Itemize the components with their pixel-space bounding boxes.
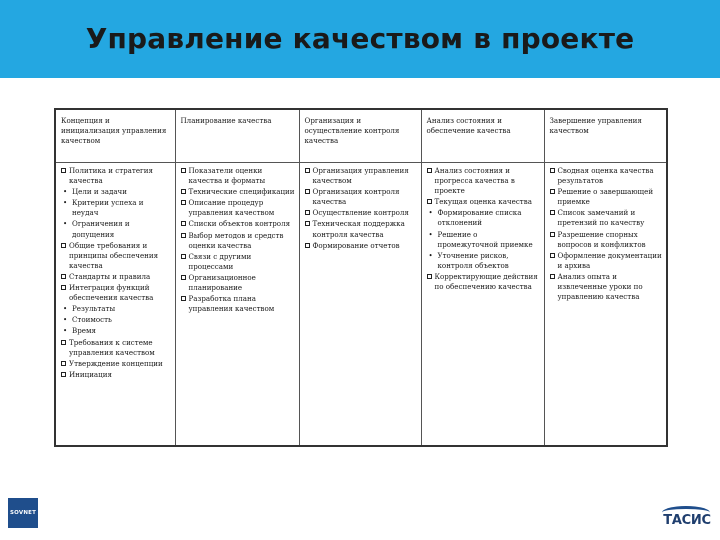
list-item-text: Описание процедур управления качеством [188, 198, 275, 218]
list-item-text: Выбор методов и средств оценки качества [188, 230, 284, 250]
list-item-text: Анализ состояния и прогресса качества в проекте [434, 166, 515, 196]
list-item [181, 231, 295, 251]
list-item [427, 272, 540, 292]
bullet-icon: • [63, 187, 68, 197]
list-item-text: Организация управления качеством [312, 166, 409, 186]
checkbox-square-icon [181, 296, 186, 301]
list-item-text: Анализ опыта и извлеченные уроки по управлению качества [557, 271, 643, 302]
list-item-text: Технические спецификации [188, 187, 295, 197]
bullet-icon: • [428, 229, 433, 239]
list-item-text: Организационное планирование [188, 272, 256, 293]
list-item-text: Сводная оценка качества результатов [557, 166, 654, 186]
checkbox-square-icon [427, 168, 432, 173]
list-item [181, 166, 295, 186]
list-item [305, 219, 417, 239]
checkbox-square-icon [61, 340, 66, 345]
list-item [61, 283, 171, 303]
checkbox-square-icon [550, 253, 555, 258]
list-item [61, 187, 171, 197]
list-item-text: Решение о завершающей приемке [557, 187, 654, 207]
list-item [61, 359, 171, 369]
column-cell [299, 163, 421, 447]
list-item-text: Техническая поддержка контроля качества [312, 219, 405, 239]
header-cell: Завершение управления качеством [544, 109, 667, 163]
checkbox-square-icon [550, 168, 555, 173]
list-item [550, 208, 663, 228]
list-item-text: Формирование списка отклонений [437, 208, 522, 228]
table-header-row [55, 109, 667, 163]
list-item [305, 187, 417, 207]
list-item [550, 251, 663, 271]
checkbox-square-icon [181, 221, 186, 226]
list-item-text: Интеграция функций обеспечения качества [69, 283, 154, 303]
list-item-text: Цели и задачи [72, 187, 127, 197]
list-item [427, 208, 540, 228]
list-item-text: Текущая оценка качества [434, 197, 532, 207]
list-item-text: Требования к системе управления качеством [69, 337, 155, 357]
checkbox-square-icon [181, 200, 186, 205]
checkbox-square-icon [427, 274, 432, 279]
list-item [427, 251, 540, 271]
quality-management-table [54, 108, 668, 447]
checkbox-square-icon [427, 199, 432, 204]
checkbox-square-icon [61, 372, 66, 377]
checkbox-square-icon [61, 168, 66, 173]
checkbox-square-icon [181, 189, 186, 194]
list-item-text: Критерии успеха и неудач [72, 198, 144, 218]
checkbox-square-icon [550, 274, 555, 279]
checkbox-square-icon [305, 210, 310, 215]
header-cell: Концепция и инициализация управления качеством [55, 109, 175, 163]
list-item [181, 198, 295, 218]
slide-title: Управление качеством в проекте [85, 22, 635, 55]
checkbox-square-icon [305, 243, 310, 248]
list-item [427, 230, 540, 250]
header-cell: Планирование качества [175, 109, 299, 163]
list-item-text: Списки объектов контроля [188, 219, 291, 229]
list-item-text: Оформление документации и архива [557, 250, 662, 270]
checkbox-square-icon [550, 189, 555, 194]
list-item-text: Список замечаний и претензий по качеству [557, 208, 645, 228]
checkbox-square-icon [305, 168, 310, 173]
checkbox-square-icon [61, 243, 66, 248]
tacis-logo-text: ТАСИС [663, 513, 711, 528]
column-cell [55, 163, 175, 447]
list-item-text: Связи с другими процессами [188, 251, 252, 271]
list-item [61, 338, 171, 358]
column-cell [544, 163, 667, 447]
list-item-text: Осуществление контроля [312, 208, 409, 218]
table-body-row [55, 163, 667, 447]
list-item [181, 273, 295, 293]
checkbox-square-icon [61, 285, 66, 290]
list-item [550, 166, 663, 186]
checkbox-square-icon [305, 221, 310, 226]
list-item [305, 166, 417, 186]
bullet-icon: • [63, 315, 68, 325]
bullet-icon: • [63, 304, 68, 314]
list-item-text: Ограничения и допущения [72, 219, 130, 239]
list-item [61, 315, 171, 325]
checkbox-square-icon [550, 232, 555, 237]
list-item [550, 230, 663, 250]
header-cell: Организация и осуществление контроля качества [299, 109, 421, 163]
header-cell: Анализ состояния и обеспечение качества [421, 109, 544, 163]
list-item-text: Корректирующие действия по обеспечению качества [434, 271, 538, 292]
list-item-text: Решение о промежуточной приемке [437, 229, 533, 249]
list-item [61, 304, 171, 314]
checkbox-square-icon [305, 189, 310, 194]
list-item [427, 197, 540, 207]
list-item-text: Инициация [69, 369, 112, 379]
checkbox-square-icon [181, 233, 186, 238]
bullet-icon: • [63, 219, 68, 229]
bullet-icon: • [63, 198, 68, 208]
list-item [427, 166, 540, 196]
checkbox-square-icon [181, 275, 186, 280]
sovnet-logo: SOVNET [8, 498, 38, 528]
list-item [181, 219, 295, 229]
list-item-text: Стоимость [72, 315, 112, 325]
bullet-icon: • [63, 326, 68, 336]
list-item [181, 294, 295, 314]
list-item-text: Время [72, 326, 96, 336]
list-item-text: Общие требования и принципы обеспечения качества [69, 240, 159, 270]
checkbox-square-icon [181, 254, 186, 259]
list-item-text: Формирование отчетов [312, 240, 400, 250]
checkbox-square-icon [61, 274, 66, 279]
list-item-text: Разрешение спорных вопросов и конфликтов [557, 229, 646, 249]
list-item [61, 241, 171, 271]
list-item-text: Политика и стратегия качества [69, 166, 153, 186]
tacis-logo [658, 504, 716, 532]
bullet-icon: • [428, 208, 433, 218]
list-item [550, 187, 663, 207]
list-item [305, 241, 417, 251]
list-item [61, 326, 171, 336]
list-item [61, 198, 171, 218]
list-item [61, 166, 171, 186]
list-item [550, 272, 663, 302]
list-item-text: Организация контроля качества [312, 187, 400, 207]
list-item [61, 370, 171, 380]
list-item-text: Утверждение концепции [69, 358, 163, 368]
column-cell [421, 163, 544, 447]
column-cell [175, 163, 299, 447]
list-item-text: Показатели оценки качества и форматы [188, 166, 266, 186]
list-item-text: Уточнение рисков, контроля объектов [437, 250, 509, 270]
bullet-icon: • [428, 250, 433, 260]
list-item-text: Стандарты и правила [69, 271, 151, 281]
checkbox-square-icon [181, 168, 186, 173]
list-item-text: Результаты [72, 304, 116, 314]
list-item-text: Разработка плана управления качеством [188, 294, 275, 314]
list-item [181, 252, 295, 272]
list-item [61, 272, 171, 282]
list-item [181, 187, 295, 197]
list-item [305, 208, 417, 218]
checkbox-square-icon [550, 210, 555, 215]
list-item [61, 219, 171, 239]
checkbox-square-icon [61, 361, 66, 366]
